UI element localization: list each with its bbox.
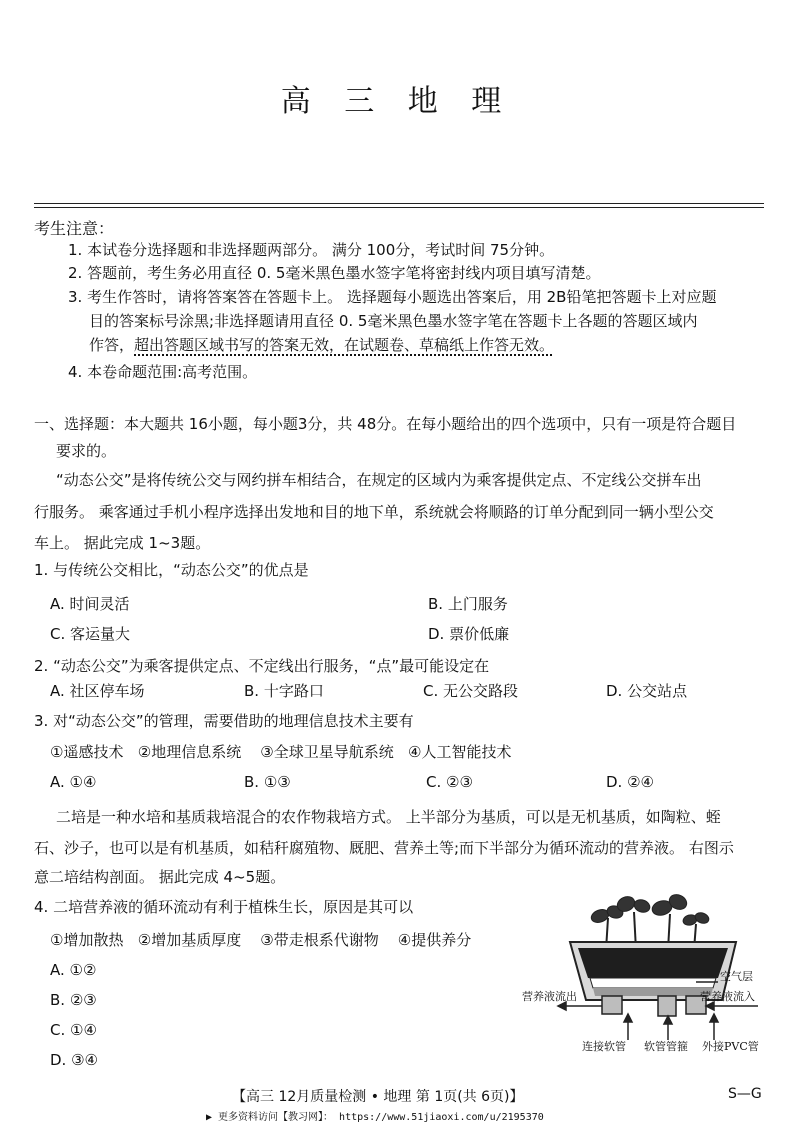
q1-stem: 1. 与传统公交相比，“动态公交”的优点是 — [34, 561, 309, 579]
label-hose-sleeve: 软管管箍 — [644, 1040, 688, 1053]
section-heading-cont: 要求的。 — [56, 442, 117, 460]
header-rule-bottom — [34, 207, 764, 208]
q2-option-c: C. 无公交路段 — [423, 682, 519, 700]
q1-option-b: B. 上门服务 — [428, 595, 508, 613]
q4-items: ①增加散热 ②增加基质厚度 ③带走根系代谢物 ④提供养分 — [50, 931, 472, 949]
label-outflow: 营养液流出 — [522, 990, 577, 1003]
section-heading: 一、选择题：本大题共 16小题，每小题3分，共 48分。在每小题给出的四个选项中，只有一项是符合题目 — [34, 415, 737, 433]
q3-stem: 3. 对“动态公交”的管理，需要借助的地理信息技术主要有 — [34, 712, 414, 730]
q3-option-b: B. ①③ — [244, 773, 291, 791]
q3-option-c: C. ②③ — [426, 773, 473, 791]
nutrient-solution — [593, 988, 713, 996]
q1-option-c: C. 客运量大 — [50, 625, 131, 643]
passage1-line-2: 行服务。 乘客通过手机小程序选择出发地和目的地下单，系统就会将顺路的订单分配到同一辆小型公交 — [34, 503, 714, 521]
passage2-line-3: 意二培结构剖面。 据此完成 4~5题。 — [34, 868, 286, 886]
notice-item-3-end-text: 作答， — [89, 336, 135, 354]
q2-option-d: D. 公交站点 — [606, 682, 688, 700]
footer-code: S—G — [728, 1086, 762, 1102]
passage1-line-3: 车上。 据此完成 1~3题。 — [34, 534, 211, 552]
label-hose: 连接软管 — [582, 1040, 626, 1053]
label-inflow: 营养液流入 — [700, 990, 755, 1003]
q4-option-d: D. ③④ — [50, 1051, 98, 1069]
q4-option-b: B. ②③ — [50, 991, 97, 1009]
label-air-layer: 空气层 — [720, 970, 753, 983]
header-rule-top — [34, 203, 764, 204]
notice-heading: 考生注意： — [34, 219, 115, 238]
q1-option-d: D. 票价低廉 — [428, 625, 510, 643]
notice-item-3-cont: 目的答案标号涂黑;非选择题请用直径 0. 5毫米黑色墨水签字笔在答题卡上各题的答题区域内 — [89, 312, 698, 330]
q2-stem: 2. “动态公交”为乘客提供定点、不定线出行服务，“点”最可能设定在 — [34, 657, 490, 675]
q2-option-a: A. 社区停车场 — [50, 682, 145, 700]
q2-option-b: B. 十字路口 — [244, 682, 324, 700]
notice-emphasis: 超出答题区域书写的答案无效，在试题卷、草稿纸上作答无效。 — [134, 336, 555, 354]
q4-option-c: C. ①④ — [50, 1021, 97, 1039]
notice-item-3-end — [89, 335, 554, 355]
passage2-line-2: 石、沙子，也可以是有机基质，如秸秆腐殖物、厩肥、营养土等;而下半部分为循环流动的营养液。 右图示 — [34, 839, 734, 857]
notice-item-3: 3. 考生作答时，请将答案答在答题卡上。 选择题每小题选出答案后，用 2B铅笔把答题卡上对应题 — [68, 288, 717, 306]
footer-title: 【高三 12月质量检测 • 地理 第 1页(共 6页)】 — [232, 1089, 524, 1105]
label-pvc: 外接PVC管 — [702, 1040, 759, 1053]
notice-item-2: 2. 答题前，考生务必用直径 0. 5毫米黑色墨水签字笔将密封线内项目填写清楚。 — [68, 264, 601, 282]
page-title: 高 三 地 理 — [280, 84, 514, 119]
air-layer — [590, 978, 716, 988]
q3-option-d: D. ②④ — [606, 773, 654, 791]
q4-stem: 4. 二培营养液的循环流动有利于植株生长，原因是其可以 — [34, 898, 414, 916]
notice-item-4: 4. 本卷命题范围:高考范围。 — [68, 363, 258, 381]
passage1-line-1: “动态公交”是将传统公交与网约拼车相结合，在规定的区域内为乘客提供定点、不定线公交拼车出 — [56, 471, 702, 489]
q3-option-a: A. ①④ — [50, 773, 97, 791]
substrate-layer — [578, 948, 728, 978]
passage2-line-1: 二培是一种水培和基质栽培混合的农作物栽培方式。 上半部分为基质，可以是无机基质，如陶粒、蛭 — [56, 808, 721, 826]
footer-watermark[interactable]: ▶ 更多资料访问【教习网】： https://www.51jiaoxi.com/u/2195370 — [206, 1112, 544, 1123]
q1-option-a: A. 时间灵活 — [50, 595, 130, 613]
cultivation-diagram — [518, 890, 768, 1065]
q4-option-a: A. ①② — [50, 961, 97, 979]
q3-items: ①遥感技术 ②地理信息系统 ③全球卫星导航系统 ④人工智能技术 — [50, 743, 512, 761]
notice-item-1: 1. 本试卷分选择题和非选择题两部分。 满分 100分，考试时间 75分钟。 — [68, 241, 555, 259]
